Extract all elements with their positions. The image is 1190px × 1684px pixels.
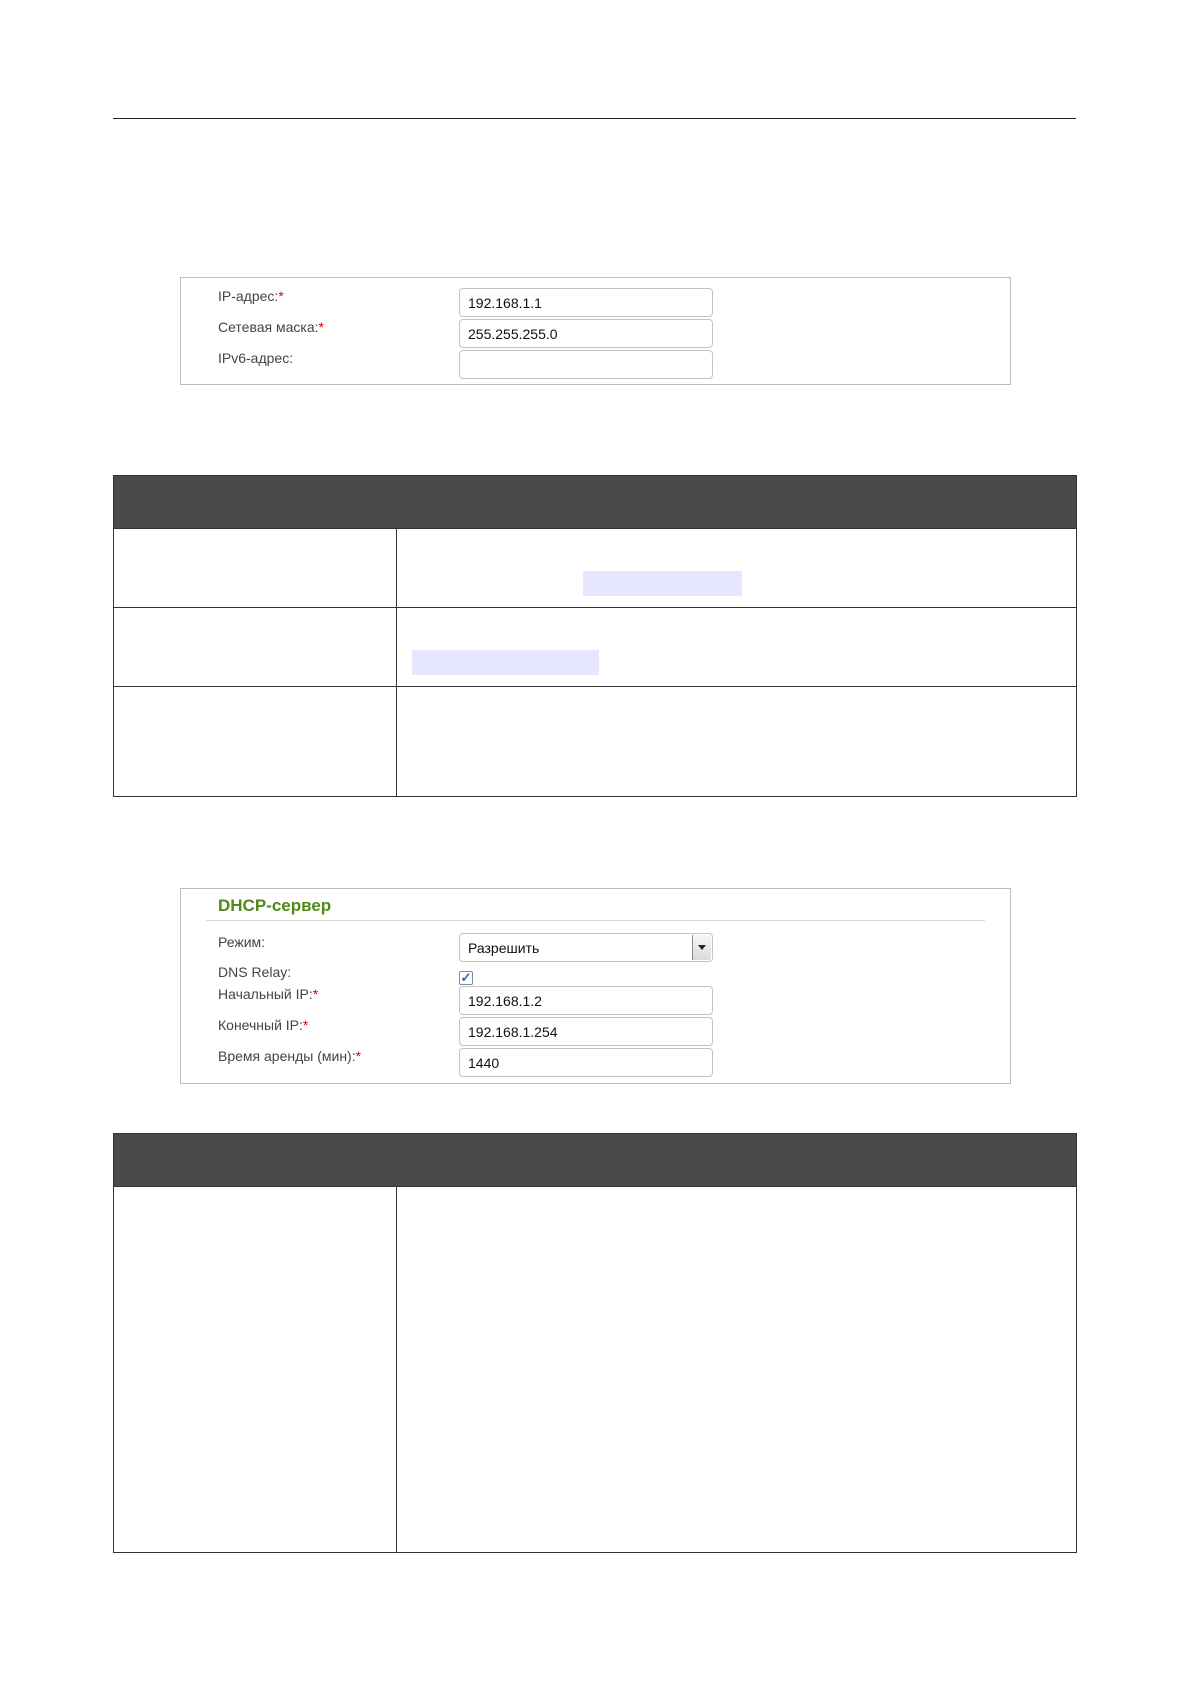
table-header [114, 1134, 1076, 1186]
dns-relay-checkbox[interactable]: ✓ [460, 970, 472, 985]
highlighted-text-block [583, 571, 742, 596]
ip-address-label: IP-адрес:* [218, 288, 284, 304]
mode-select-value: Разрешить [468, 940, 540, 956]
ip-settings-description-table [113, 475, 1077, 797]
section-title: DHCP-сервер [218, 896, 332, 915]
ip-address-input[interactable]: 192.168.1.1 [459, 288, 713, 317]
start-ip-input[interactable]: 192.168.1.2 [459, 986, 713, 1015]
row-divider [114, 528, 1076, 529]
start-ip-label: Начальный IP:* [218, 986, 319, 1002]
row-divider [114, 607, 1076, 608]
subnet-mask-label: Сетевая маска:* [218, 319, 324, 335]
lease-time-label: Время аренды (мин):* [218, 1048, 362, 1064]
table-header [114, 476, 1076, 528]
row-divider [114, 686, 1076, 687]
mode-label: Режим: [218, 934, 266, 950]
section-divider [206, 920, 985, 921]
chevron-down-icon[interactable] [692, 935, 711, 960]
ip-settings-panel [180, 277, 1011, 385]
column-divider [396, 528, 397, 796]
end-ip-input[interactable]: 192.168.1.254 [459, 1017, 713, 1046]
row-divider [114, 1186, 1076, 1187]
end-ip-label: Конечный IP:* [218, 1017, 309, 1033]
highlighted-text-block [412, 650, 599, 675]
dhcp-server-panel [180, 888, 1011, 1084]
dns-relay-label: DNS Relay: [218, 964, 292, 980]
lease-time-input[interactable]: 1440 [459, 1048, 713, 1077]
subnet-mask-input[interactable]: 255.255.255.0 [459, 319, 713, 348]
column-divider [396, 1186, 397, 1552]
mode-select[interactable] [459, 933, 713, 962]
ipv6-address-label: IPv6-адрес: [218, 350, 294, 366]
page-header-rule [113, 118, 1076, 119]
dhcp-settings-description-table [113, 1133, 1077, 1553]
ipv6-address-input[interactable] [459, 350, 713, 379]
